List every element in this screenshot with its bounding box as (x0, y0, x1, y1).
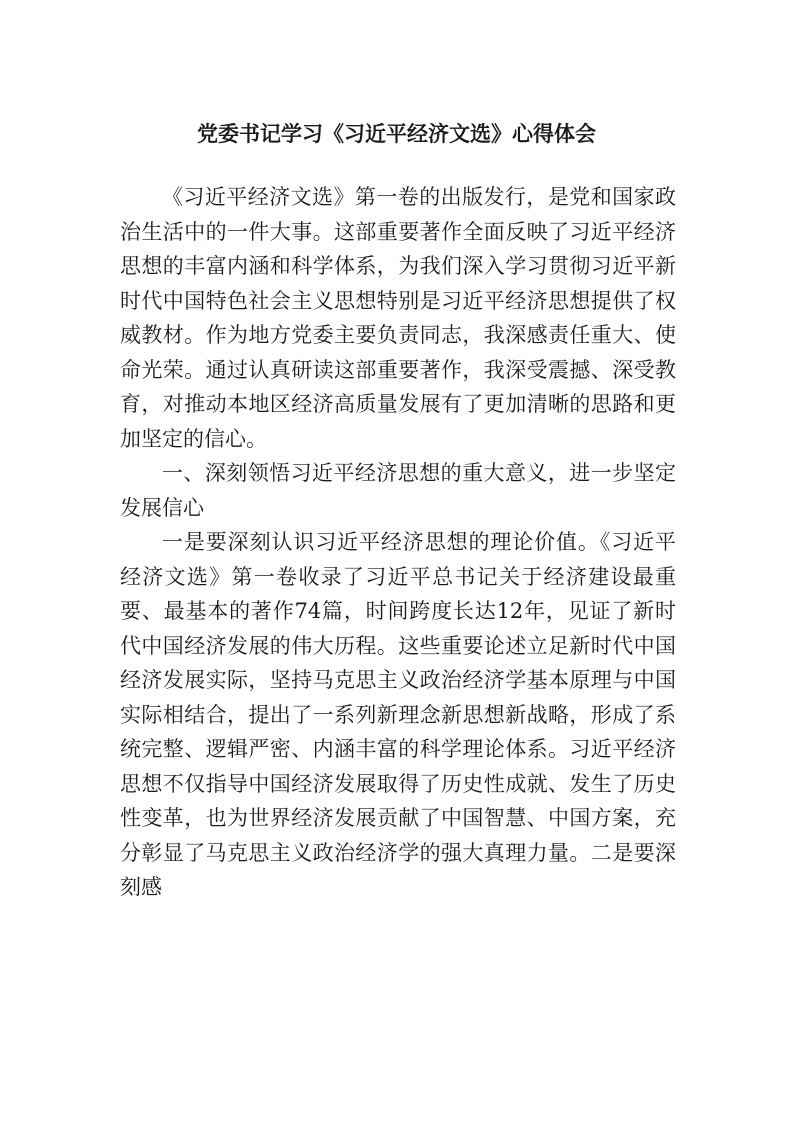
paragraph-intro: 《习近平经济文选》第一卷的出版发行，是党和国家政治生活中的一件大事。这部重要著作全面反映了习近平经济思想的丰富内涵和科学体系，为我们深入学习贯彻习近平新时代中国特色社会主义思想特别是习近平经济思想提供了权威教材。作为地方党委主要负责同志，我深感责任重大、使命光荣。通过认真研读这部重要著作，我深受震撼、深受教育，对推动本地区经济高质量发展有了更加清晰的思路和更加坚定的信心。 (120, 185, 676, 451)
document-body (120, 180, 676, 905)
paragraph-section-1: 一是要深刻认识习近平经济思想的理论价值。《习近平经济文选》第一卷收录了习近平总书记关于经济建设最重要、最基本的著作74篇，时间跨度长达12年，见证了新时代中国经济发展的伟大历程。这些重要论述立足新时代中国经济发展实际，坚持马克思主义政治经济学基本原理与中国实际相结合，提出了一系列新理念新思想新战略，形成了系统完整、逻辑严密、内涵丰富的科学理论体系。习近平经济思想不仅指导中国经济发展取得了历史性成就、发生了历史性变革，也为世界经济发展贡献了中国智慧、中国方案，充分彰显了马克思主义政治经济学的强大真理力量。二是要深刻感 (120, 530, 676, 899)
section-heading-1: 一、深刻领悟习近平经济思想的重大意义，进一步坚定发展信心 (120, 461, 676, 520)
document-title: 党委书记学习《习近平经济文选》心得体会 (197, 121, 596, 146)
